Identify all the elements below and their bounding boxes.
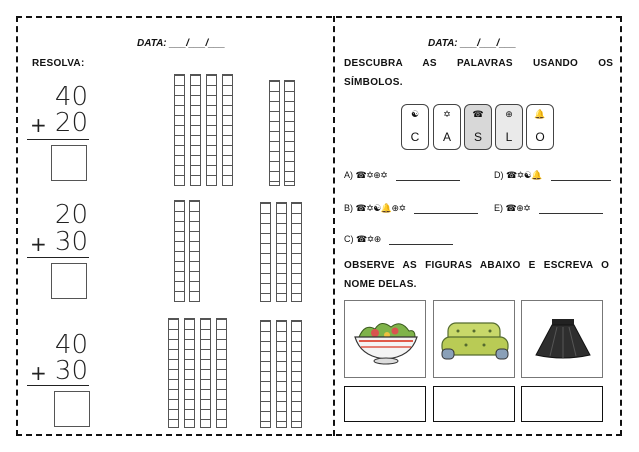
- answer-line[interactable]: [396, 180, 460, 181]
- question-c: [344, 234, 453, 245]
- ten-rod: [222, 74, 233, 186]
- yin-yang-icon: ☯: [410, 110, 420, 120]
- question-label: E): [494, 203, 503, 213]
- page-divider: [333, 16, 335, 436]
- ten-rod: [276, 320, 287, 428]
- ten-rod: [189, 200, 200, 302]
- problem3-answer-box[interactable]: [54, 391, 90, 427]
- symbol-sequence: ☎✡⊕✡: [355, 171, 388, 181]
- problem3-plus: +: [30, 361, 47, 385]
- date-right: DATA: ___/___/___: [428, 38, 517, 49]
- ten-rod: [206, 74, 217, 186]
- answer-line[interactable]: [389, 244, 453, 245]
- instruction-descubra-line2: SÍMBOLOS.: [344, 77, 403, 88]
- ten-rod: [276, 202, 287, 302]
- problem1-top: 40: [54, 82, 88, 112]
- ten-rod: [284, 80, 295, 186]
- ten-rod: [216, 318, 227, 428]
- problem3-top: 40: [54, 330, 88, 360]
- problem2-top: 20: [54, 200, 88, 230]
- instruction-descubra: DESCUBRA AS PALAVRAS USANDO OS: [344, 58, 614, 69]
- ten-rod: [291, 320, 302, 428]
- tile-letter: O: [535, 130, 545, 144]
- ten-rod: [260, 320, 271, 428]
- problem1-plus: +: [30, 113, 47, 137]
- symbol-sequence: ☎✡⊕: [356, 235, 381, 245]
- instruction-observe: OBSERVE AS FIGURAS ABAIXO E ESCREVA O: [344, 260, 610, 271]
- circled-plus-icon: ⊕: [505, 110, 513, 120]
- symbol-tile-o: [526, 104, 554, 150]
- answer-line[interactable]: [539, 213, 603, 214]
- question-label: C): [344, 234, 354, 244]
- telephone-icon: ☎: [472, 110, 484, 120]
- answer-line[interactable]: [414, 213, 478, 214]
- problem2-bottom: 30: [54, 227, 88, 257]
- ten-rod: [174, 200, 185, 302]
- ten-rod: [174, 74, 185, 186]
- problem3-rule: [27, 385, 89, 386]
- skirt-icon: [522, 301, 604, 379]
- ten-rod: [291, 202, 302, 302]
- answer-box-skirt[interactable]: [521, 386, 603, 422]
- question-label: D): [494, 170, 504, 180]
- question-e: [494, 203, 603, 214]
- question-d: [494, 170, 611, 181]
- ten-rod: [190, 74, 201, 186]
- tile-letter: A: [442, 130, 451, 144]
- tile-letter: S: [473, 130, 482, 144]
- question-a: [344, 170, 460, 181]
- problem1-answer-box[interactable]: [51, 145, 87, 181]
- question-b: [344, 203, 478, 214]
- symbol-sequence: ☎✡☯🔔⊕✡: [355, 204, 406, 214]
- bell-icon: 🔔: [534, 110, 546, 120]
- answer-box-salad[interactable]: [344, 386, 426, 422]
- answer-box-sofa[interactable]: [433, 386, 515, 422]
- ten-rod: [260, 202, 271, 302]
- tile-letter: L: [505, 130, 513, 144]
- picture-skirt: [521, 300, 603, 378]
- answer-line[interactable]: [551, 180, 611, 181]
- problem2-plus: +: [30, 232, 47, 256]
- symbol-tile-c: [401, 104, 429, 150]
- picture-salad: [344, 300, 426, 378]
- salad-bowl-icon: [345, 301, 427, 379]
- problem2-answer-box[interactable]: [51, 263, 87, 299]
- ten-rod: [168, 318, 179, 428]
- symbol-tile-s: [464, 104, 492, 150]
- symbol-tile-a: [433, 104, 461, 150]
- question-label: A): [344, 170, 353, 180]
- star-of-david-icon: ✡: [443, 110, 451, 120]
- symbol-sequence: ☎⊕✡: [505, 204, 531, 214]
- picture-sofa: [433, 300, 515, 378]
- sofa-icon: [434, 301, 516, 379]
- tile-letter: C: [410, 130, 420, 144]
- ten-rod: [184, 318, 195, 428]
- date-left: DATA: ___/___/___: [137, 38, 226, 49]
- instruction-resolva: RESOLVA:: [32, 58, 85, 69]
- ten-rod: [269, 80, 280, 186]
- symbol-tile-l: [495, 104, 523, 150]
- question-label: B): [344, 203, 353, 213]
- instruction-observe-line2: NOME DELAS.: [344, 279, 417, 290]
- ten-rod: [200, 318, 211, 428]
- problem3-bottom: 30: [54, 356, 88, 386]
- problem1-bottom: 20: [54, 108, 88, 138]
- symbol-sequence: ☎✡☯🔔: [506, 171, 543, 181]
- problem1-rule: [27, 139, 89, 140]
- problem2-rule: [27, 257, 89, 258]
